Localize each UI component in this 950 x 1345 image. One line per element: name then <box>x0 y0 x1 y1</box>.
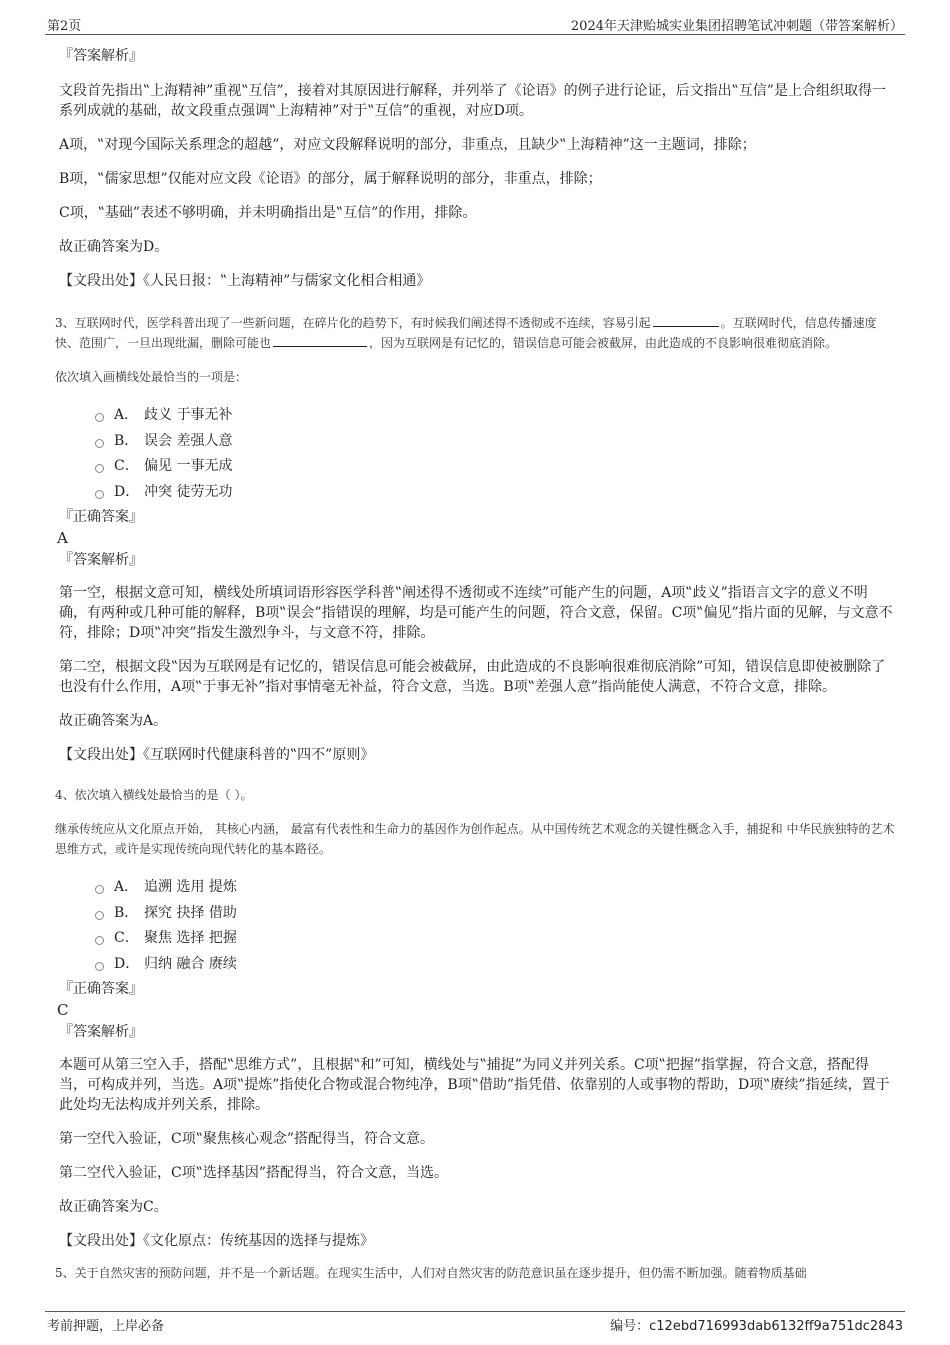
option-text: 冲突 徒劳无功 <box>144 483 233 500</box>
option-b[interactable] <box>95 429 895 455</box>
document-title: 2024年天津贻城实业集团招聘笔试冲刺题（带答案解析） <box>570 19 903 34</box>
option-text: 歧义 于事无补 <box>144 407 233 423</box>
option-text: 偏见 一事无成 <box>144 458 233 474</box>
option-d[interactable] <box>95 952 895 978</box>
code-value: c12ebd716993dab6132ff9a751dc2843 <box>649 1319 903 1334</box>
analysis-label: 『答案解析』 <box>59 552 143 568</box>
correct-answer-label: 『正确答案』 <box>59 509 143 525</box>
option-text: 归纳 融合 赓续 <box>144 955 237 972</box>
source-citation: 【文段出处】《文化原点：传统基因的选择与提炼》 <box>59 1233 374 1249</box>
question-stem: 5、关于自然灾害的预防问题，并不是一个新话题。在现实生活中，人们对自然灾害的防范意识虽在逐步提升，但仍需不断加强。随着物质基础 <box>55 1266 807 1280</box>
option-letter: A． <box>114 407 139 423</box>
answer-blank <box>653 314 719 327</box>
stem-text: ，因为互联网是有记忆的，错误信息可能会被截屏，由此造成的不良影响很难彻底消除。 <box>369 336 838 350</box>
analysis-paragraph: A项，‟对现今国际关系理念的超越”，对应文段解释说明的部分，非重点，且缺少‟上海精神”这一主题词，排除； <box>59 137 756 153</box>
option-text: 探究 抉择 借助 <box>144 904 237 921</box>
page-number: 第2页 <box>47 19 82 34</box>
document-body <box>55 46 895 1295</box>
correct-answer-label: 『正确答案』 <box>59 981 143 997</box>
option-text: 误会 差强人意 <box>144 432 233 449</box>
source-citation: 【文段出处】《人民日报：‟上海精神”与儒家文化相合相通》 <box>59 273 431 289</box>
radio-icon[interactable] <box>95 936 104 945</box>
analysis-paragraph: 第一空代入验证，C项‟聚焦核心观念”搭配得当，符合文意。 <box>59 1131 435 1147</box>
radio-icon[interactable] <box>95 413 104 422</box>
option-b[interactable] <box>95 901 895 927</box>
radio-icon[interactable] <box>95 439 104 448</box>
radio-icon[interactable] <box>95 962 104 971</box>
option-c[interactable] <box>95 926 895 952</box>
question-stem <box>55 313 895 353</box>
option-a[interactable] <box>95 875 895 901</box>
analysis-paragraph: 第二空，根据文段‟因为互联网是有记忆的，错误信息可能会被截屏，由此造成的不良影响很难彻底消除”可知，错误信息即使被删除了也没有什么作用，A项‟于事无补”指对事情毫无补益，符合文意，当选。B项‟差强人意”指尚能使人满意，不符合文意，排除。 <box>59 659 886 695</box>
option-text: 聚焦 选择 把握 <box>144 930 237 946</box>
analysis-paragraph: C项，‟基础”表述不够明确，并未明确指出是‟互信”的作用，排除。 <box>59 205 477 221</box>
radio-icon[interactable] <box>95 490 104 499</box>
option-letter: D． <box>114 955 140 972</box>
question-prompt: 依次填入画横线处最恰当的一项是： <box>55 370 248 384</box>
code-label: 编号： <box>610 1319 650 1334</box>
question-stem: 4、依次填入横线处最恰当的是（ ）。 <box>55 788 253 802</box>
radio-icon[interactable] <box>95 464 104 473</box>
option-a[interactable] <box>95 403 895 429</box>
stem-text: 3、互联网时代，医学科普出现了一些新问题，在碎片化的趋势下，有时候我们阐述得不透彻或不连续，容易引起 <box>55 316 651 330</box>
correct-answer: A <box>57 529 68 547</box>
radio-icon[interactable] <box>95 885 104 894</box>
analysis-paragraph: 第二空代入验证，C项‟选择基因”搭配得当，符合文意，当选。 <box>59 1165 449 1181</box>
analysis-paragraph: B项，‟儒家思想”仅能对应文段《论语》的部分，属于解释说明的部分，非重点，排除； <box>59 171 602 187</box>
analysis-paragraph: 文段首先指出‟上海精神”重视‟互信”，接着对其原因进行解释，并列举了《论语》的例子进行论证，后文指出‟互信”是上合组织取得一系列成就的基础，故文段重点强调‟上海精神”对于‟互信”的重视，对应D项。 <box>59 83 886 119</box>
source-citation: 【文段出处】《互联网时代健康科普的‟四不”原则》 <box>59 747 375 763</box>
stem-text: 。互联网时代，信息传播速度快、范围广，一旦出现纰漏，删除可能也 <box>55 316 877 350</box>
option-text: 追溯 选用 提炼 <box>144 879 237 895</box>
option-letter: D． <box>114 483 140 500</box>
question-passage: 继承传统应从文化原点开始， 其核心内涵， 最富有代表性和生命力的基因作为创作起点。从中国传统艺术观念的关键性概念入手，捕捉和 中华民族独特的艺术思维方式，或许是实现传统向现代转化的基本路径。 <box>55 822 895 856</box>
option-c[interactable] <box>95 454 895 480</box>
analysis-label: 『答案解析』 <box>59 1024 143 1040</box>
option-list <box>95 875 895 977</box>
option-list <box>95 403 895 505</box>
answer-statement: 故正确答案为A。 <box>59 713 168 729</box>
page-header <box>45 14 905 35</box>
option-letter: C． <box>114 458 139 474</box>
answer-blank <box>273 334 367 347</box>
analysis-paragraph: 本题可从第三空入手，搭配‟思维方式”，且根据‟和”可知，横线处与‟捕捉”为同义并列关系。C项‟把握”指掌握，符合文意，搭配得当，可构成并列，当选。A项‟提炼”指使化合物或混合物纯净，B项‟借助”指凭借、依靠别的人或事物的帮助，D项‟赓续”指延续，置于此处均无法构成并列关系，排除。 <box>59 1057 890 1113</box>
radio-icon[interactable] <box>95 911 104 920</box>
option-d[interactable] <box>95 480 895 506</box>
footer-slogan: 考前押题，上岸必备 <box>47 1319 165 1334</box>
option-letter: C． <box>114 930 139 946</box>
analysis-paragraph: 第一空，根据文意可知，横线处所填词语形容医学科普‟阐述得不透彻或不连续”可能产生的问题，A项‟歧义”指语言文字的意义不明确，有两种或几种可能的解释，B项‟误会”指错误的理解，均是可能产生的问题，符合文意，保留。C项‟偏见”指片面的见解，与文意不符，排除；D项‟冲突”指发生激烈争斗，与文意不符，排除。 <box>59 585 893 641</box>
option-letter: B． <box>114 904 139 921</box>
answer-statement: 故正确答案为C。 <box>59 1199 168 1215</box>
option-letter: B． <box>114 432 139 449</box>
option-letter: A． <box>114 879 139 895</box>
correct-answer: C <box>57 1001 69 1019</box>
analysis-label: 『答案解析』 <box>59 48 143 64</box>
page-footer <box>45 1311 905 1332</box>
answer-statement: 故正确答案为D。 <box>59 239 169 255</box>
document-code <box>610 1315 903 1334</box>
